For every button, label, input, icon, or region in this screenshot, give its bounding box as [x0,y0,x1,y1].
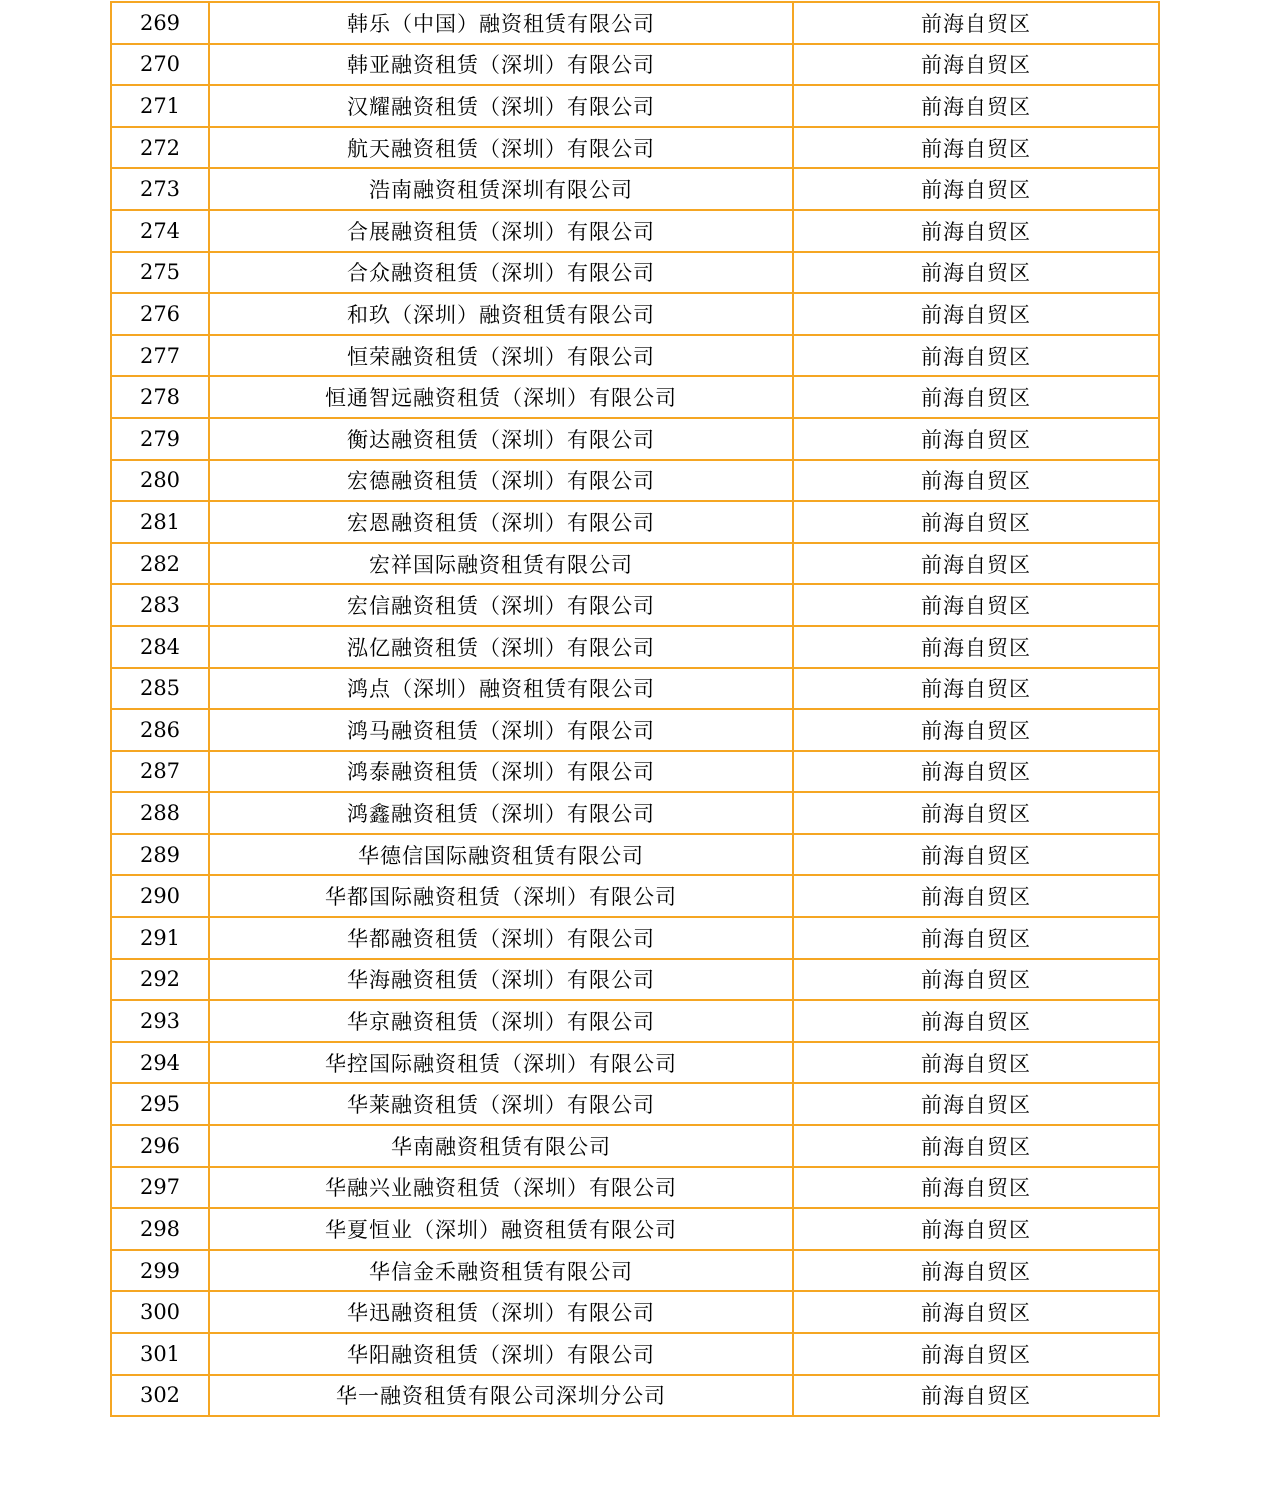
table-row [111,584,1159,626]
company-name-cell: 韩乐（中国）融资租赁有限公司 [209,2,793,44]
region-cell: 前海自贸区 [793,543,1159,585]
table-row [111,751,1159,793]
row-number-cell: 286 [111,709,209,751]
region-cell: 前海自贸区 [793,127,1159,169]
table-row [111,834,1159,876]
company-name-cell: 华京融资租赁（深圳）有限公司 [209,1000,793,1042]
region-cell: 前海自贸区 [793,460,1159,502]
company-name-cell: 华阳融资租赁（深圳）有限公司 [209,1333,793,1375]
company-name-cell: 韩亚融资租赁（深圳）有限公司 [209,44,793,86]
row-number-cell: 277 [111,335,209,377]
table-row [111,2,1159,44]
company-name-cell: 华控国际融资租赁（深圳）有限公司 [209,1042,793,1084]
company-name-cell: 华海融资租赁（深圳）有限公司 [209,959,793,1001]
row-number-cell: 287 [111,751,209,793]
row-number-cell: 295 [111,1083,209,1125]
row-number-cell: 289 [111,834,209,876]
table-row [111,168,1159,210]
table-row [111,293,1159,335]
row-number-cell: 280 [111,460,209,502]
table-row [111,376,1159,418]
region-cell: 前海自贸区 [793,1167,1159,1209]
row-number-cell: 288 [111,792,209,834]
row-number-cell: 278 [111,376,209,418]
company-name-cell: 华德信国际融资租赁有限公司 [209,834,793,876]
row-number-cell: 290 [111,875,209,917]
region-cell: 前海自贸区 [793,418,1159,460]
row-number-cell: 298 [111,1208,209,1250]
table-row [111,460,1159,502]
region-cell: 前海自贸区 [793,252,1159,294]
table-row [111,418,1159,460]
row-number-cell: 302 [111,1375,209,1417]
row-number-cell: 299 [111,1250,209,1292]
row-number-cell: 274 [111,210,209,252]
row-number-cell: 283 [111,584,209,626]
table-row [111,1042,1159,1084]
row-number-cell: 291 [111,917,209,959]
region-cell: 前海自贸区 [793,792,1159,834]
company-name-cell: 和玖（深圳）融资租赁有限公司 [209,293,793,335]
region-cell: 前海自贸区 [793,1375,1159,1417]
region-cell: 前海自贸区 [793,584,1159,626]
company-name-cell: 合众融资租赁（深圳）有限公司 [209,252,793,294]
table-row [111,1083,1159,1125]
company-name-cell: 华夏恒业（深圳）融资租赁有限公司 [209,1208,793,1250]
company-name-cell: 华南融资租赁有限公司 [209,1125,793,1167]
table-row [111,1000,1159,1042]
region-cell: 前海自贸区 [793,1000,1159,1042]
company-name-cell: 华莱融资租赁（深圳）有限公司 [209,1083,793,1125]
company-name-cell: 宏祥国际融资租赁有限公司 [209,543,793,585]
company-table-body [111,2,1159,1416]
row-number-cell: 292 [111,959,209,1001]
row-number-cell: 275 [111,252,209,294]
row-number-cell: 297 [111,1167,209,1209]
row-number-cell: 270 [111,44,209,86]
company-name-cell: 华都国际融资租赁（深圳）有限公司 [209,875,793,917]
table-row [111,252,1159,294]
row-number-cell: 271 [111,85,209,127]
company-name-cell: 华融兴业融资租赁（深圳）有限公司 [209,1167,793,1209]
company-name-cell: 宏恩融资租赁（深圳）有限公司 [209,501,793,543]
company-name-cell: 宏德融资租赁（深圳）有限公司 [209,460,793,502]
table-row [111,543,1159,585]
company-name-cell: 衡达融资租赁（深圳）有限公司 [209,418,793,460]
company-name-cell: 华迅融资租赁（深圳）有限公司 [209,1291,793,1333]
table-row [111,1333,1159,1375]
region-cell: 前海自贸区 [793,1250,1159,1292]
table-row [111,1125,1159,1167]
table-row [111,1250,1159,1292]
company-name-cell: 鸿泰融资租赁（深圳）有限公司 [209,751,793,793]
region-cell: 前海自贸区 [793,501,1159,543]
region-cell: 前海自贸区 [793,917,1159,959]
region-cell: 前海自贸区 [793,376,1159,418]
region-cell: 前海自贸区 [793,709,1159,751]
company-name-cell: 航天融资租赁（深圳）有限公司 [209,127,793,169]
company-name-cell: 合展融资租赁（深圳）有限公司 [209,210,793,252]
company-name-cell: 华都融资租赁（深圳）有限公司 [209,917,793,959]
region-cell: 前海自贸区 [793,959,1159,1001]
row-number-cell: 276 [111,293,209,335]
table-row [111,501,1159,543]
table-row [111,626,1159,668]
table-row [111,335,1159,377]
region-cell: 前海自贸区 [793,1208,1159,1250]
region-cell: 前海自贸区 [793,1125,1159,1167]
region-cell: 前海自贸区 [793,1291,1159,1333]
region-cell: 前海自贸区 [793,834,1159,876]
company-name-cell: 泓亿融资租赁（深圳）有限公司 [209,626,793,668]
company-name-cell: 恒荣融资租赁（深圳）有限公司 [209,335,793,377]
region-cell: 前海自贸区 [793,668,1159,710]
row-number-cell: 272 [111,127,209,169]
table-row [111,1375,1159,1417]
table-row [111,917,1159,959]
region-cell: 前海自贸区 [793,2,1159,44]
table-row [111,44,1159,86]
region-cell: 前海自贸区 [793,293,1159,335]
region-cell: 前海自贸区 [793,210,1159,252]
row-number-cell: 301 [111,1333,209,1375]
row-number-cell: 294 [111,1042,209,1084]
table-row [111,959,1159,1001]
table-row [111,1167,1159,1209]
company-list-page [110,1,1158,1417]
region-cell: 前海自贸区 [793,85,1159,127]
table-row [111,127,1159,169]
table-row [111,210,1159,252]
company-name-cell: 华一融资租赁有限公司深圳分公司 [209,1375,793,1417]
row-number-cell: 285 [111,668,209,710]
region-cell: 前海自贸区 [793,1333,1159,1375]
row-number-cell: 269 [111,2,209,44]
table-row [111,792,1159,834]
company-name-cell: 汉耀融资租赁（深圳）有限公司 [209,85,793,127]
row-number-cell: 282 [111,543,209,585]
table-row [111,668,1159,710]
table-row [111,1291,1159,1333]
region-cell: 前海自贸区 [793,335,1159,377]
row-number-cell: 300 [111,1291,209,1333]
table-row [111,875,1159,917]
table-row [111,709,1159,751]
table-row [111,1208,1159,1250]
region-cell: 前海自贸区 [793,168,1159,210]
company-name-cell: 华信金禾融资租赁有限公司 [209,1250,793,1292]
region-cell: 前海自贸区 [793,875,1159,917]
region-cell: 前海自贸区 [793,1042,1159,1084]
table-row [111,85,1159,127]
row-number-cell: 273 [111,168,209,210]
row-number-cell: 284 [111,626,209,668]
company-name-cell: 浩南融资租赁深圳有限公司 [209,168,793,210]
company-name-cell: 宏信融资租赁（深圳）有限公司 [209,584,793,626]
region-cell: 前海自贸区 [793,751,1159,793]
company-name-cell: 鸿点（深圳）融资租赁有限公司 [209,668,793,710]
row-number-cell: 279 [111,418,209,460]
company-name-cell: 鸿马融资租赁（深圳）有限公司 [209,709,793,751]
row-number-cell: 281 [111,501,209,543]
region-cell: 前海自贸区 [793,626,1159,668]
company-name-cell: 恒通智远融资租赁（深圳）有限公司 [209,376,793,418]
row-number-cell: 293 [111,1000,209,1042]
company-table [110,1,1160,1417]
row-number-cell: 296 [111,1125,209,1167]
region-cell: 前海自贸区 [793,44,1159,86]
region-cell: 前海自贸区 [793,1083,1159,1125]
company-name-cell: 鸿鑫融资租赁（深圳）有限公司 [209,792,793,834]
